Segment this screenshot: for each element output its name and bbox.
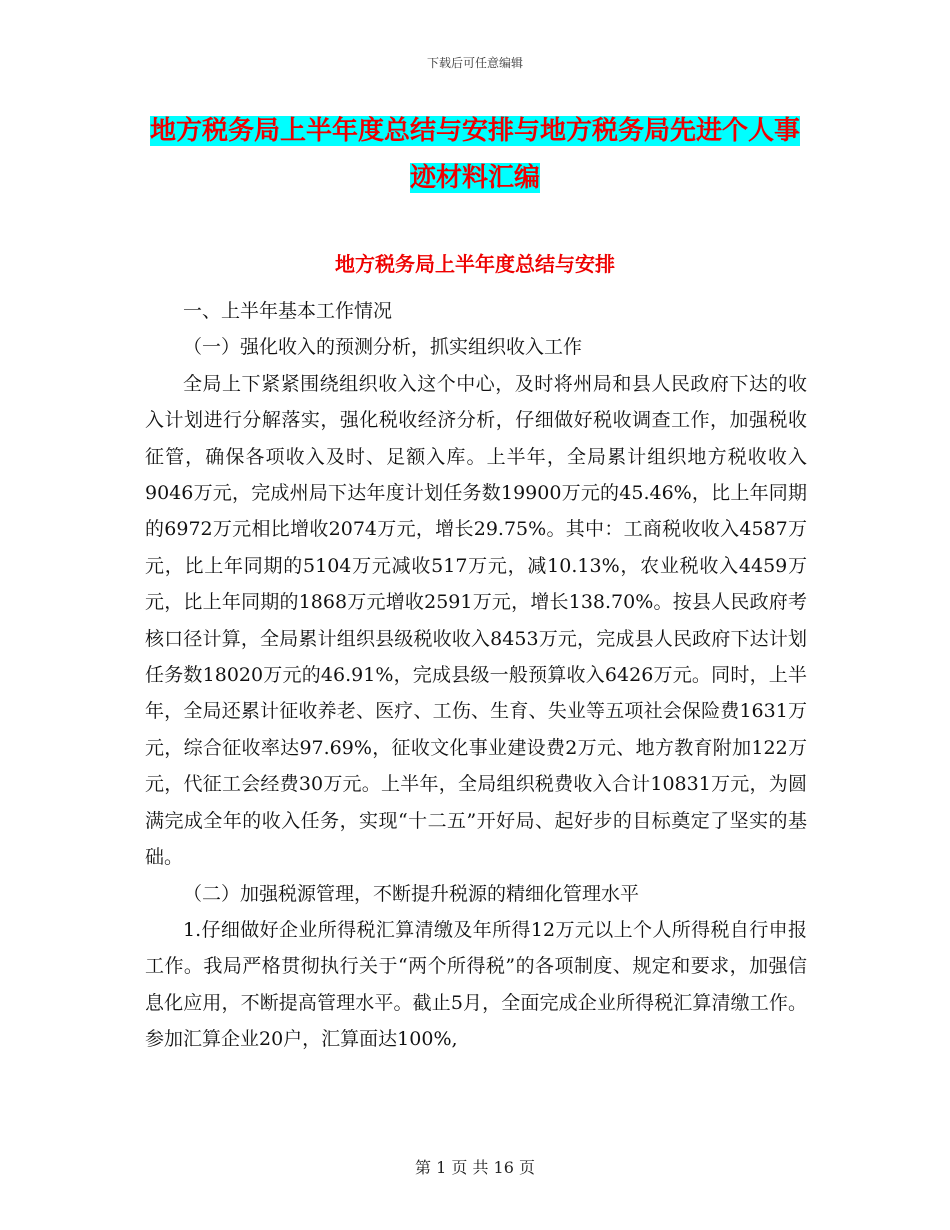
section-title: 地方税务局上半年度总结与安排 xyxy=(335,252,615,276)
heading-basic-work: 一、上半年基本工作情况 xyxy=(183,300,393,322)
subheading-tax-source: （二）加强税源管理，不断提升税源的精细化管理水平 xyxy=(183,882,640,905)
paragraph-income-tax: 1.仔细做好企业所得税汇算清缴及年所得12万元以上个人所得税自行申报工作。我局严格贯彻执行关于“两个所得税”的各项制度、规定和要求，加强信息化应用，不断提高管理水平。截止5月，全面完成企业所得税汇算清缴工作。参加汇算企业20户，汇算面达100%, xyxy=(145,918,807,1051)
header-note: 下载后可任意编辑 xyxy=(426,56,523,70)
document-title-text: 地方税务局上半年度总结与安排与地方税务局先进个人事迹材料汇编 xyxy=(149,116,800,193)
page-footer: 第 1 页 共 16 页 xyxy=(415,1158,535,1177)
subheading-revenue: （一）强化收入的预测分析，抓实组织收入工作 xyxy=(183,336,583,359)
paragraph-revenue: 全局上下紧紧围绕组织收入这个中心，及时将州局和县人民政府下达的收入计划进行分解落实，强化税收经济分析，仔细做好税收调查工作，加强税收征管，确保各项收入及时、足额入库。上半年，全局累计组织地方税收收入9046万元，完成州局下达年度计划任务数19900万元的45.46%，比上年同期的6972万元相比增收2074万元，增长29.75%。其中：工商税收收入4587万元，比上年同期的5104万元减收517万元，减10.13%，农业税收入4459万元，比上年同期的1868万元增收2591万元，增长138.70%。按县人民政府考核口径计算，全局累计组织县级税收收入8453万元，完成县人民政府下达计划任务数18020万元的46.91%，完成县级一般预算收入6426万元。同时，上半年，全局还累计征收养老、医疗、工伤、生育、失业等五项社会保险费1631万元，综合征收率达97.69%，征收文化事业建设费2万元、地方教育附加122万元，代征工会经费30万元。上半年，全局组织税费收入合计10831万元，为圆满完成全年的收入任务，实现“十二五”开好局、起好步的目标奠定了坚实的基础。 xyxy=(145,372,807,869)
document-title xyxy=(140,108,810,202)
document-body xyxy=(145,293,807,1058)
